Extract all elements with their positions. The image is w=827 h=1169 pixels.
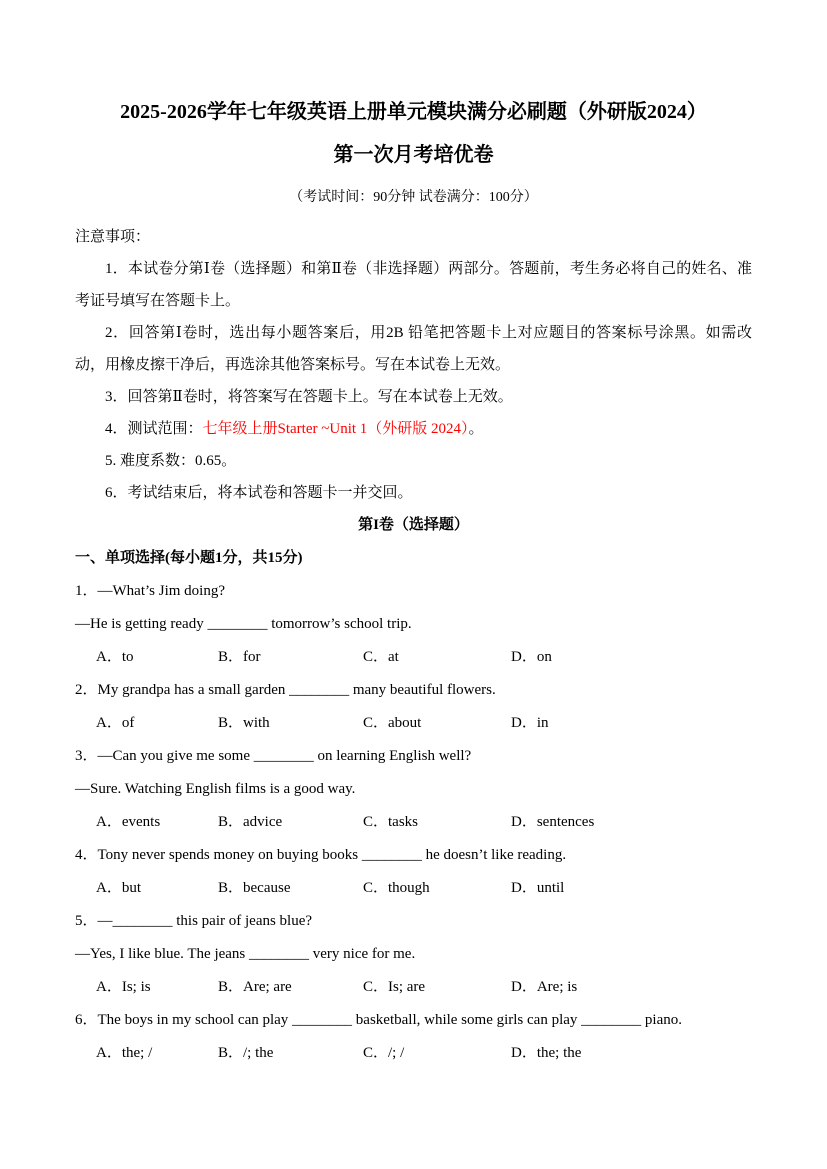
note-item-6: 6．考试结束后，将本试卷和答题卡一并交回。 bbox=[105, 485, 413, 501]
question-5-option-b: B．Are; are bbox=[218, 979, 292, 995]
question-6-option-c: C．/; / bbox=[363, 1045, 405, 1061]
question-5-option-c: C．Is; are bbox=[363, 979, 426, 995]
question-4-option-b: B．because bbox=[218, 880, 291, 896]
question-2-options bbox=[75, 707, 752, 740]
question-6-option-d: D．the; the bbox=[511, 1045, 582, 1061]
paper-title: 2025-2026学年七年级英语上册单元模块满分必刷题（外研版2024） bbox=[120, 101, 707, 123]
question-6-options bbox=[75, 1037, 752, 1070]
question-4 bbox=[75, 839, 752, 905]
question-3-line-2: —Sure. Watching English films is a good way. bbox=[75, 781, 356, 797]
note-item-5: 5. 难度系数：0.65。 bbox=[105, 453, 237, 469]
question-2-option-b: B．with bbox=[218, 715, 270, 731]
note-4-suffix: 。 bbox=[468, 421, 484, 437]
question-3-option-d: D．sentences bbox=[511, 814, 595, 830]
question-1-option-b: B．for bbox=[218, 649, 261, 665]
question-3-option-b: B．advice bbox=[218, 814, 283, 830]
paper-subtitle: 第一次月考培优卷 bbox=[333, 144, 494, 166]
question-2-option-c: C．about bbox=[363, 715, 422, 731]
note-item-4 bbox=[75, 413, 752, 445]
volume-title: 第I卷（选择题） bbox=[358, 517, 469, 533]
exam-info: （考试时间：90分钟 试卷满分：100分） bbox=[289, 190, 538, 205]
question-5-option-d: D．Are; is bbox=[511, 979, 578, 995]
note-item-3: 3．回答第Ⅱ卷时，将答案写在答题卡上。写在本试卷上无效。 bbox=[105, 389, 513, 405]
notes-heading: 注意事项： bbox=[75, 229, 151, 245]
question-1 bbox=[75, 575, 752, 674]
question-4-line-1: 4．Tony never spends money on buying books ________ he doesn’t like reading. bbox=[75, 847, 567, 863]
question-4-option-d: D．until bbox=[511, 880, 565, 896]
question-2 bbox=[75, 674, 752, 740]
question-5-line-1: 5．—________ this pair of jeans blue? bbox=[75, 913, 313, 929]
question-4-options bbox=[75, 872, 752, 905]
question-3 bbox=[75, 740, 752, 839]
exam-scope-highlight: 七年级上册Starter ~Unit 1（外研版 2024） bbox=[202, 421, 469, 437]
note-item-1: 1．本试卷分第Ⅰ卷（选择题）和第Ⅱ卷（非选择题）两部分。答题前，考生务必将自己的姓名、准考证号填写在答题卡上。 bbox=[75, 261, 752, 309]
question-6-option-b: B．/; the bbox=[218, 1045, 274, 1061]
question-5 bbox=[75, 905, 752, 1004]
question-5-option-a: A．Is; is bbox=[96, 979, 151, 995]
question-3-option-a: A．events bbox=[96, 814, 161, 830]
note-item-2: 2．回答第Ⅰ卷时，选出每小题答案后，用2B 铅笔把答题卡上对应题目的答案标号涂黑。如需改动，用橡皮擦干净后，再选涂其他答案标号。写在本试卷上无效。 bbox=[75, 325, 752, 373]
question-1-option-c: C．at bbox=[363, 649, 399, 665]
question-4-option-c: C．though bbox=[363, 880, 430, 896]
question-2-line-1: 2．My grandpa has a small garden ________ many beautiful flowers. bbox=[75, 682, 496, 698]
question-3-line-1: 3．—Can you give me some ________ on learning English well? bbox=[75, 748, 472, 764]
question-5-line-2: —Yes, I like blue. The jeans ________ very nice for me. bbox=[75, 946, 416, 962]
question-1-options bbox=[75, 641, 752, 674]
question-3-option-c: C．tasks bbox=[363, 814, 419, 830]
question-2-option-a: A．of bbox=[96, 715, 135, 731]
question-2-option-d: D．in bbox=[511, 715, 549, 731]
question-3-options bbox=[75, 806, 752, 839]
question-5-options bbox=[75, 971, 752, 1004]
question-4-option-a: A．but bbox=[96, 880, 142, 896]
part-title: 一、单项选择(每小题1分，共15分) bbox=[75, 550, 303, 566]
question-6-option-a: A．the; / bbox=[96, 1045, 153, 1061]
question-1-line-2: —He is getting ready ________ tomorrow’s school trip. bbox=[75, 616, 412, 632]
note-4-prefix: 4．测试范围： bbox=[105, 421, 203, 437]
question-6-line-1: 6．The boys in my school can play ________ basketball, while some girls can play ________ piano. bbox=[75, 1012, 682, 1028]
question-1-option-a: A．to bbox=[96, 649, 134, 665]
question-1-option-d: D．on bbox=[511, 649, 552, 665]
question-6 bbox=[75, 1004, 752, 1070]
question-1-line-1: 1．—What’s Jim doing? bbox=[75, 583, 225, 599]
